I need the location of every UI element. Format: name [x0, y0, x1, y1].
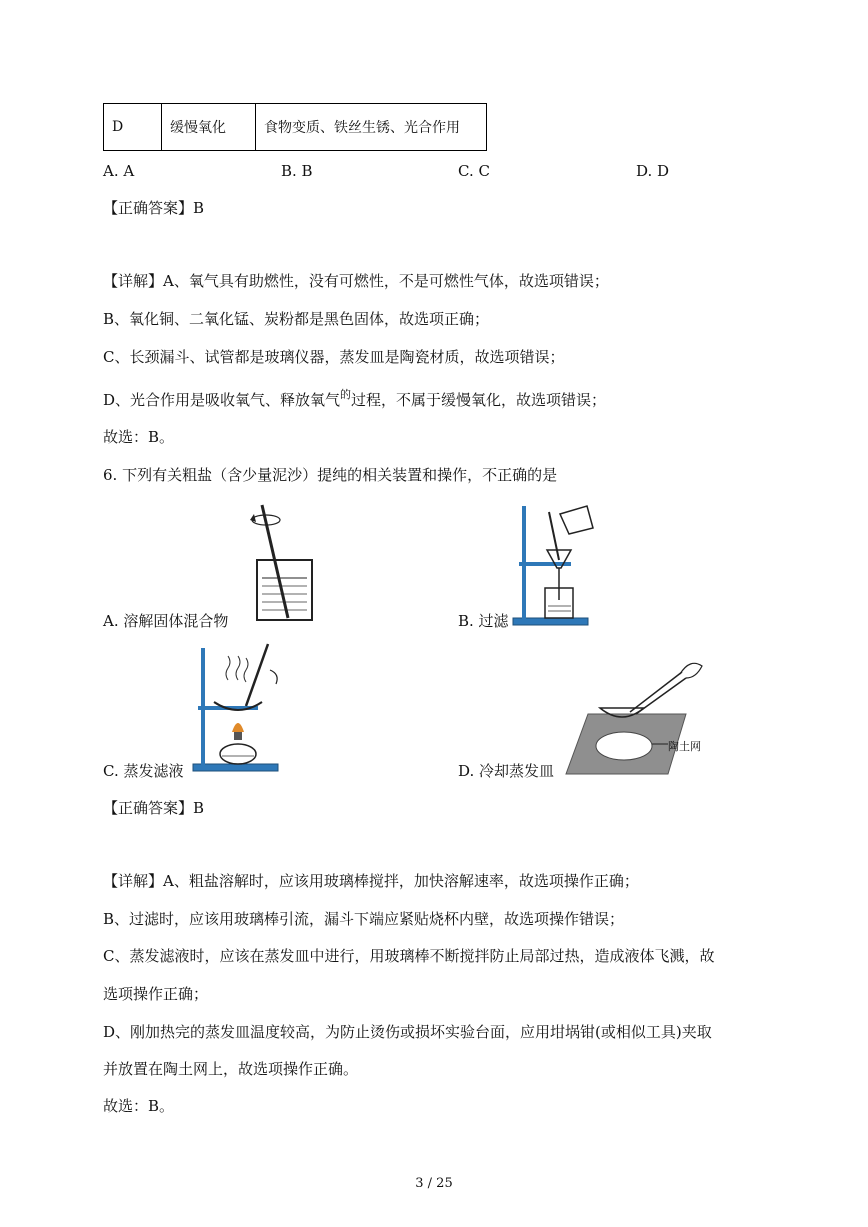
- q6-detail-b: B、过滤时，应该用玻璃棒引流，漏斗下端应紧贴烧杯内壁，故选项操作错误；: [103, 910, 625, 928]
- q5-conclusion: 故选：B。: [103, 428, 175, 446]
- caption-b: B. 过滤: [458, 612, 509, 630]
- table-cell-category: 缓慢氧化: [162, 104, 256, 151]
- pouring-beaker-icon: [560, 506, 593, 534]
- q5-detail-d: [103, 390, 606, 412]
- caption-d: D. 冷却蒸发皿: [458, 762, 555, 780]
- q6-conclusion: 故选：B。: [103, 1097, 175, 1115]
- option-b: B. B: [281, 162, 313, 180]
- glass-rod-icon: [549, 512, 559, 560]
- page-number: 3 / 25: [415, 1176, 453, 1191]
- figure-filtration: [505, 500, 605, 628]
- alcohol-lamp-icon: [220, 744, 256, 764]
- figure-evaporation: [188, 640, 288, 775]
- q5-detail-a: 【详解】A、氧气具有助燃性，没有可燃性，不是可燃性气体，故选项错误；: [103, 272, 609, 290]
- figure-cooling: [560, 650, 720, 778]
- answer-table: [103, 103, 487, 151]
- stirring-rod-icon: [246, 644, 268, 706]
- crucible-tongs-icon: [630, 672, 682, 712]
- q6-detail-d1: D、刚加热完的蒸发皿温度较高，为防止烫伤或损坏实验台面，应用坩埚钳(或相似工具)夹取: [103, 1023, 712, 1041]
- caption-c: C. 蒸发滤液: [103, 762, 184, 780]
- option-c: C. C: [458, 162, 490, 180]
- q6-detail-d2: 并放置在陶土网上，故选项操作正确。: [103, 1060, 359, 1078]
- q6-detail-c2: 选项操作正确；: [103, 985, 209, 1003]
- table-row: [104, 104, 487, 151]
- q5-detail-b: B、氧化铜、二氧化锰、炭粉都是黑色固体，故选项正确；: [103, 310, 490, 328]
- option-a: A. A: [103, 162, 135, 180]
- q6-detail-c1: C、蒸发滤液时，应该在蒸发皿中进行，用玻璃棒不断搅拌防止局部过热，造成液体飞溅，故: [103, 947, 715, 965]
- stand-base-icon: [193, 764, 278, 771]
- caption-a: A. 溶解固体混合物: [103, 612, 229, 630]
- q6-question: 6. 下列有关粗盐（含少量泥沙）提纯的相关装置和操作，不正确的是: [103, 466, 558, 484]
- q5-answer: 【正确答案】B: [103, 199, 205, 217]
- q5-detail-d-sup: 的: [340, 388, 352, 401]
- stand-base-icon: [513, 618, 588, 625]
- q5-detail-c: C、长颈漏斗、试管都是玻璃仪器，蒸发皿是陶瓷材质，故选项错误；: [103, 348, 565, 366]
- option-d: D. D: [636, 162, 670, 180]
- figure-dissolve: [232, 500, 332, 625]
- table-cell-examples: 食物变质、铁丝生锈、光合作用: [256, 104, 487, 151]
- stirring-rod-icon: [262, 505, 288, 618]
- table-cell-letter: D: [104, 104, 162, 151]
- q6-answer: 【正确答案】B: [103, 799, 205, 817]
- beaker-icon: [257, 560, 312, 620]
- flame-icon: [232, 723, 244, 732]
- q5-detail-d-post: 过程，不属于缓慢氧化，故选项错误；: [351, 391, 607, 409]
- q5-detail-d-pre: D、光合作用是吸收氧气、释放氧气: [103, 391, 341, 409]
- q6-detail-a: 【详解】A、粗盐溶解时，应该用玻璃棒搅拌，加快溶解速率，故选项操作正确；: [103, 872, 639, 890]
- label-ceramic-gauze: 陶土网: [668, 740, 701, 753]
